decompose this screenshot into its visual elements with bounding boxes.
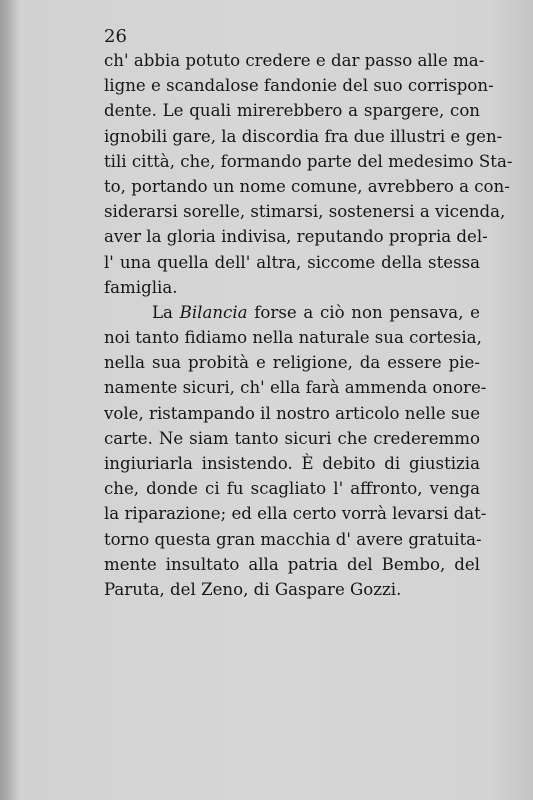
text-line: namente sicuri, ch' ella farà ammenda onore-	[104, 378, 487, 398]
text-line: mente insultato alla patria del Bembo, del	[104, 554, 480, 574]
text-line: vole, ristampando il nostro articolo nelle sue	[104, 403, 481, 423]
text-line: l' una quella dell' altra, siccome della stessa	[104, 252, 480, 272]
text-line: nella sua probità e religione, da essere pie-	[104, 353, 480, 373]
text-line: carte. Ne siam tanto sicuri che crederemmo	[104, 428, 480, 448]
text-segment: forse a ciò non pensava, e	[247, 302, 481, 322]
page-gutter-shadow	[0, 0, 18, 800]
text-line: noi tanto fidiamo nella naturale sua cortesia,	[104, 328, 482, 348]
text-line: tili città, che, formando parte del medesimo Sta-	[104, 151, 513, 171]
page-number: 26	[104, 26, 127, 47]
body-text	[104, 48, 513, 602]
text-line: dente. Le quali mirerebbero a spargere, con	[104, 101, 480, 121]
text-line: siderarsi sorelle, stimarsi, sostenersi a vicenda,	[104, 202, 506, 222]
italic-title: Bilancia	[179, 302, 248, 322]
text-line: famiglia.	[104, 277, 178, 297]
text-line: ch' abbia potuto credere e dar passo alle ma-	[104, 51, 485, 70]
text-line: che, donde ci fu scagliato l' affronto, venga	[104, 479, 480, 499]
text-line: ligne e scandalose fandonie del suo corrispon-	[104, 76, 494, 96]
text-segment: La	[152, 302, 180, 322]
paragraph-opening-line	[104, 300, 480, 325]
text-line: ingiuriarla insistendo. È debito di giustizia	[104, 454, 480, 473]
text-line: ignobili gare, la discordia fra due illustri e gen-	[104, 126, 503, 146]
text-line: la riparazione; ed ella certo vorrà levarsi dat-	[104, 504, 487, 524]
text-line: to, portando un nome comune, avrebbero a con-	[104, 176, 510, 196]
text-line: torno questa gran macchia d' avere gratuita-	[104, 529, 482, 549]
text-line: Paruta, del Zeno, di Gaspare Gozzi.	[104, 579, 402, 599]
text-line: aver la gloria indivisa, reputando propria del-	[104, 227, 488, 247]
